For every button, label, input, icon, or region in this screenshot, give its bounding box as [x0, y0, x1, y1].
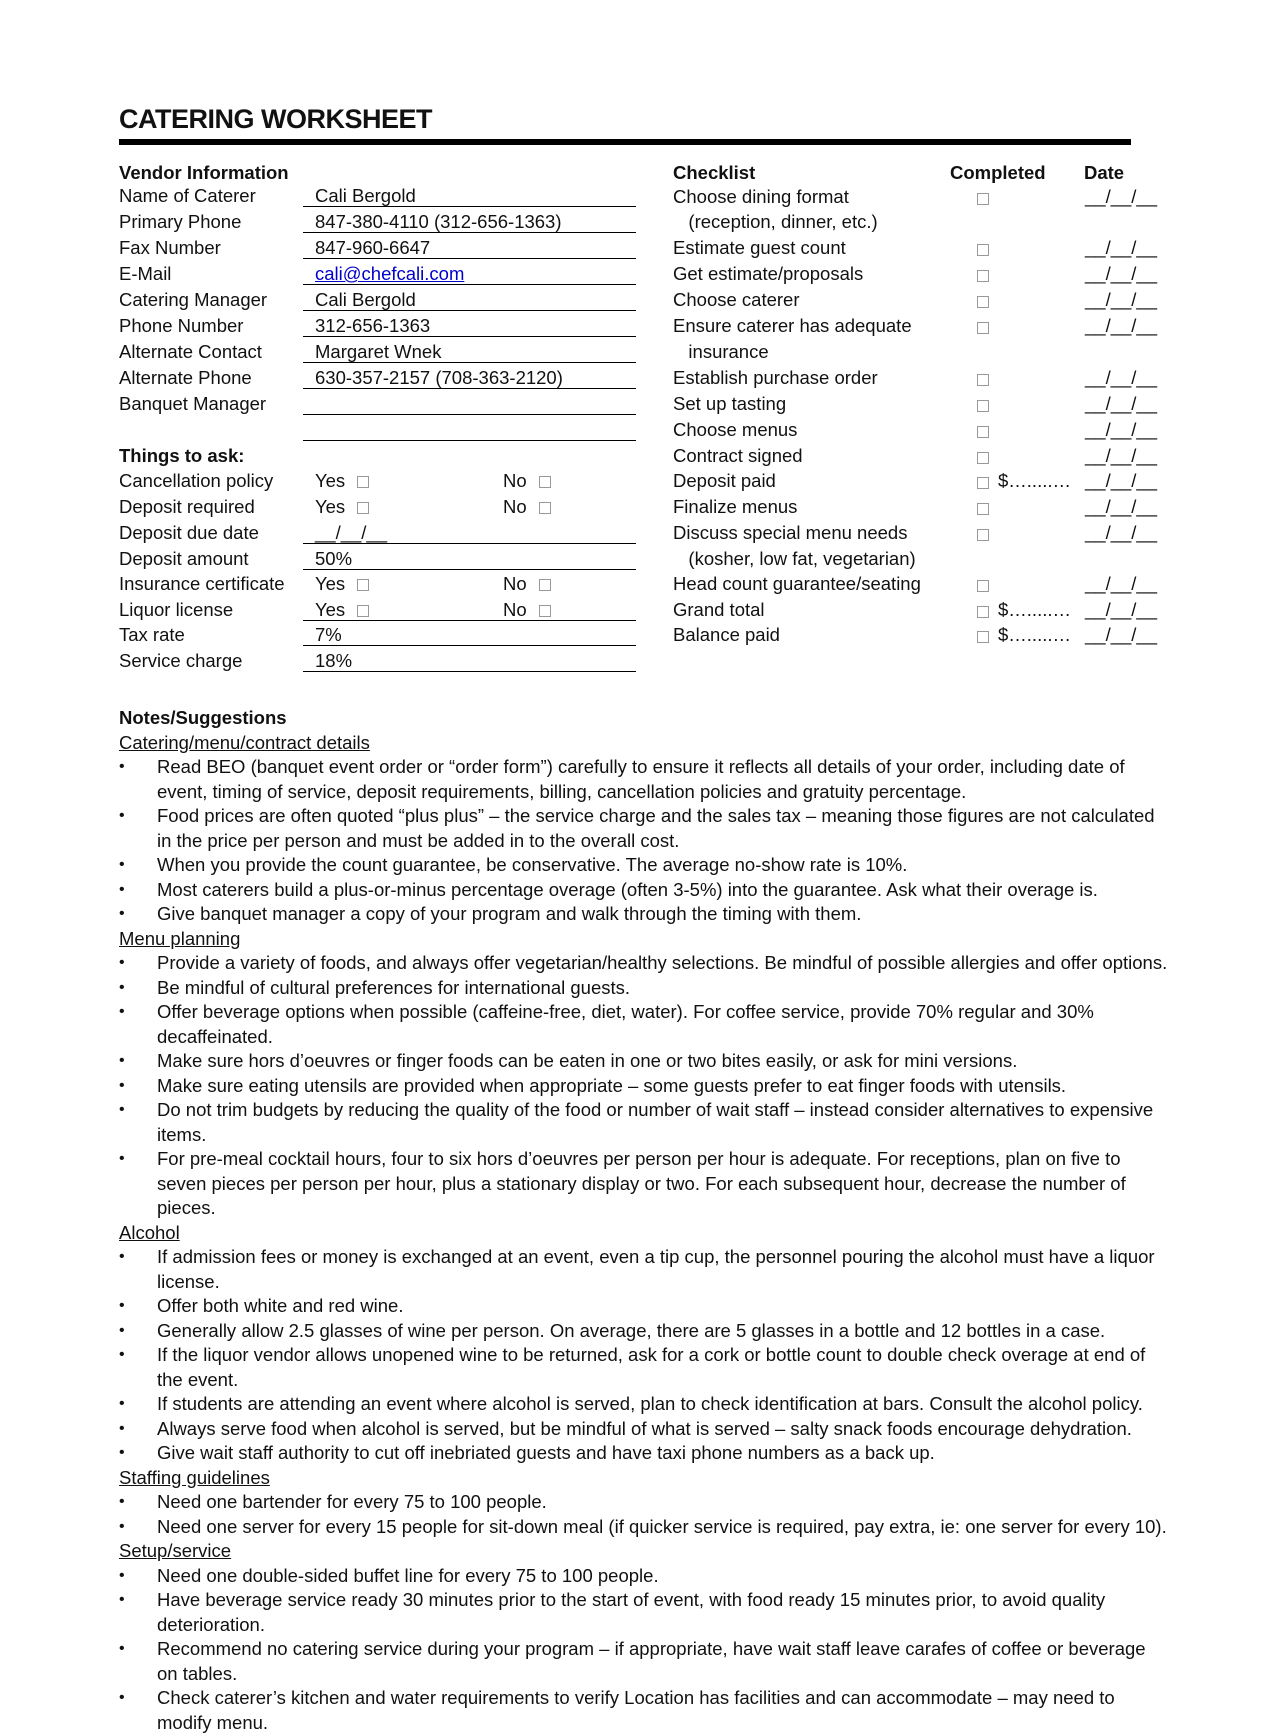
list-item: • Offer both white and red wine. [119, 1294, 1169, 1319]
cancellation-no[interactable] [503, 470, 551, 492]
section-title: Menu planning [119, 927, 1169, 952]
checklist-heading: Checklist [673, 162, 755, 184]
ask-label: Insurance certificate [119, 573, 285, 595]
date-heading: Date [1084, 162, 1124, 184]
date-field[interactable]: __/__/__ [1085, 522, 1157, 544]
email-link[interactable]: cali@chefcali.com [315, 263, 464, 284]
section-title: Catering/menu/contract details [119, 731, 1169, 756]
ask-label: Cancellation policy [119, 470, 273, 492]
bullet-list [119, 1490, 1169, 1539]
email-field[interactable] [303, 263, 636, 285]
date-field[interactable]: __/__/__ [1085, 445, 1157, 467]
date-field[interactable]: __/__/__ [1085, 289, 1157, 311]
completed-heading: Completed [950, 162, 1046, 184]
no-checkbox[interactable] [539, 476, 551, 488]
ask-label: Deposit amount [119, 548, 249, 570]
completed-checkbox[interactable] [977, 244, 989, 256]
date-field[interactable]: __/__/__ [1085, 573, 1157, 595]
ask-heading: Things to ask: [119, 445, 244, 467]
insurance-no[interactable] [503, 573, 551, 595]
bullet-list [119, 755, 1169, 927]
alternate-phone-field[interactable]: 630-357-2157 (708-363-2120) [303, 367, 636, 389]
no-checkbox[interactable] [539, 579, 551, 591]
list-item: • Always serve food when alcohol is served, but be mindful of what is served – salty snack foods encourage dehydration. [119, 1417, 1169, 1442]
list-item: • If students are attending an event where alcohol is served, plan to check identification at bars. Consult the alcohol policy. [119, 1392, 1169, 1417]
section-title: Staffing guidelines [119, 1466, 1169, 1491]
yes-label: Yes [315, 470, 345, 491]
no-label: No [503, 470, 527, 491]
no-checkbox[interactable] [539, 502, 551, 514]
list-item: • Be mindful of cultural preferences for international guests. [119, 976, 1169, 1001]
section-title: Alcohol [119, 1221, 1169, 1246]
checklist-item-cont: insurance [673, 341, 769, 363]
completed-checkbox[interactable] [977, 400, 989, 412]
list-item: • If the liquor vendor allows unopened wine to be returned, ask for a cork or bottle count to double check overage at end of the event. [119, 1343, 1169, 1392]
list-item: • Need one server for every 15 people for sit-down meal (if quicker service is required, pay extra, ie: one server for every 10). [119, 1515, 1169, 1540]
date-field[interactable]: __/__/__ [1085, 599, 1157, 621]
vendor-label: Phone Number [119, 315, 243, 337]
page-title: CATERING WORKSHEET [119, 104, 432, 135]
yes-label: Yes [315, 599, 345, 620]
yes-checkbox[interactable] [357, 476, 369, 488]
list-item: • When you provide the count guarantee, be conservative. The average no-show rate is 10%. [119, 853, 1169, 878]
notes-heading: Notes/Suggestions [119, 706, 1169, 731]
fax-number-field[interactable]: 847-960-6647 [303, 237, 636, 259]
no-label: No [503, 599, 527, 620]
date-field[interactable]: __/__/__ [1085, 367, 1157, 389]
bullet-list [119, 1564, 1169, 1735]
yes-label: Yes [315, 496, 345, 517]
vendor-label: Alternate Contact [119, 341, 262, 363]
ask-label: Liquor license [119, 599, 233, 621]
deposit-required-yes[interactable] [315, 496, 369, 518]
date-field[interactable]: __/__/__ [1085, 237, 1157, 259]
list-item: • Do not trim budgets by reducing the quality of the food or number of wait staff – instead consider alternatives to expensive items. [119, 1098, 1169, 1147]
list-item: • Read BEO (banquet event order or “order form”) carefully to ensure it reflects all details of your order, including date of event, timing of service, deposit requirements, billing, cancellation policies and gratuity percentage. [119, 755, 1169, 804]
completed-checkbox[interactable] [977, 631, 989, 643]
deposit-required-no[interactable] [503, 496, 551, 518]
list-item: • Food prices are often quoted “plus plus” – the service charge and the sales tax – meaning those figures are not calculated in the price per person and must be added in to the overall cost. [119, 804, 1169, 853]
checklist-item: Finalize menus [673, 496, 797, 518]
date-field[interactable]: __/__/__ [1085, 186, 1157, 208]
date-field[interactable]: __/__/__ [1085, 315, 1157, 337]
extra-blank-field[interactable] [303, 419, 636, 441]
checklist-item: Head count guarantee/seating [673, 573, 921, 595]
vendor-label: Fax Number [119, 237, 221, 259]
vendor-heading: Vendor Information [119, 162, 289, 184]
yes-checkbox[interactable] [357, 502, 369, 514]
checklist-item: Choose menus [673, 419, 797, 441]
amount-field[interactable]: $….....… [998, 624, 1071, 646]
insurance-yes[interactable] [315, 573, 369, 595]
list-item: • Need one double-sided buffet line for every 75 to 100 people. [119, 1564, 1169, 1589]
no-label: No [503, 573, 527, 594]
date-field[interactable]: __/__/__ [1085, 419, 1157, 441]
list-item: • Check caterer’s kitchen and water requirements to verify Location has facilities and can accommodate – may need to modify menu. [119, 1686, 1169, 1735]
date-field[interactable]: __/__/__ [1085, 470, 1157, 492]
completed-checkbox[interactable] [977, 503, 989, 515]
deposit-due-date-field[interactable]: __/__/__ [303, 522, 636, 544]
list-item: • Generally allow 2.5 glasses of wine per person. On average, there are 5 glasses in a bottle and 12 bottles in a case. [119, 1319, 1169, 1344]
checklist-item: Deposit paid [673, 470, 776, 492]
checklist-item: Balance paid [673, 624, 780, 646]
completed-checkbox[interactable] [977, 270, 989, 282]
bullet-list [119, 1245, 1169, 1466]
yes-label: Yes [315, 573, 345, 594]
ask-label: Tax rate [119, 624, 185, 646]
list-item: • Provide a variety of foods, and always offer vegetarian/healthy selections. Be mindful of possible allergies and offer options. [119, 951, 1169, 976]
yes-checkbox[interactable] [357, 579, 369, 591]
checklist-item: Discuss special menu needs [673, 522, 907, 544]
amount-field[interactable]: $….....… [998, 599, 1071, 621]
checklist-item: Set up tasting [673, 393, 786, 415]
deposit-amount-field[interactable]: 50% [303, 548, 636, 570]
checklist-item: Ensure caterer has adequate [673, 315, 912, 337]
list-item: • Recommend no catering service during your program – if appropriate, have wait staff leave carafes of coffee or beverage on tables. [119, 1637, 1169, 1686]
list-item: • Make sure hors d’oeuvres or finger foods can be eaten in one or two bites easily, or ask for mini versions. [119, 1049, 1169, 1074]
vendor-label: Primary Phone [119, 211, 241, 233]
checklist-item-cont: (reception, dinner, etc.) [673, 211, 878, 233]
checklist-item: Grand total [673, 599, 765, 621]
checklist-item: Get estimate/proposals [673, 263, 863, 285]
ask-label: Deposit required [119, 496, 255, 518]
list-item: • Make sure eating utensils are provided when appropriate – some guests prefer to eat finger foods with utensils. [119, 1074, 1169, 1099]
completed-checkbox[interactable] [977, 322, 989, 334]
completed-checkbox[interactable] [977, 580, 989, 592]
catering-manager-field[interactable]: Cali Bergold [303, 289, 636, 311]
checklist-item: Establish purchase order [673, 367, 878, 389]
date-field[interactable]: __/__/__ [1085, 393, 1157, 415]
completed-checkbox[interactable] [977, 296, 989, 308]
list-item: • Have beverage service ready 30 minutes prior to the start of event, with food ready 15 minutes prior, to avoid quality deterioration. [119, 1588, 1169, 1637]
list-item: • Give banquet manager a copy of your program and walk through the timing with them. [119, 902, 1169, 927]
vendor-label: Name of Caterer [119, 185, 256, 207]
amount-field[interactable]: $….....… [998, 470, 1071, 492]
completed-checkbox[interactable] [977, 606, 989, 618]
cancellation-yes[interactable] [315, 470, 369, 492]
list-item: • Offer beverage options when possible (caffeine-free, diet, water). For coffee service, provide 70% regular and 30% decaffeinated. [119, 1000, 1169, 1049]
ask-label: Service charge [119, 650, 242, 672]
liquor-license-line [303, 599, 636, 621]
primary-phone-field[interactable]: 847-380-4110 (312-656-1363) [303, 211, 636, 233]
completed-checkbox[interactable] [977, 529, 989, 541]
list-item: • Need one bartender for every 75 to 100 people. [119, 1490, 1169, 1515]
caterer-name-field[interactable]: Cali Bergold [303, 185, 636, 207]
no-label: No [503, 496, 527, 517]
checklist-item: Estimate guest count [673, 237, 846, 259]
ask-label: Deposit due date [119, 522, 259, 544]
bullet-list [119, 951, 1169, 1221]
service-charge-field[interactable]: 18% [303, 650, 636, 672]
date-field[interactable]: __/__/__ [1085, 624, 1157, 646]
checklist-item: Choose dining format [673, 186, 849, 208]
tax-rate-field[interactable]: 7% [303, 624, 636, 646]
section-title: Setup/service [119, 1539, 1169, 1564]
alternate-contact-field[interactable]: Margaret Wnek [303, 341, 636, 363]
list-item: • If admission fees or money is exchanged at an event, even a tip cup, the personnel pouring the alcohol must have a liquor license. [119, 1245, 1169, 1294]
vendor-label: Catering Manager [119, 289, 267, 311]
phone-number-field[interactable]: 312-656-1363 [303, 315, 636, 337]
vendor-label: E-Mail [119, 263, 171, 285]
checklist-item-cont: (kosher, low fat, vegetarian) [673, 548, 916, 570]
completed-checkbox[interactable] [977, 477, 989, 489]
checklist-item: Contract signed [673, 445, 803, 467]
banquet-manager-field[interactable] [303, 393, 636, 415]
list-item: • Give wait staff authority to cut off inebriated guests and have taxi phone numbers as a back up. [119, 1441, 1169, 1466]
title-rule [119, 139, 1131, 145]
list-item: • Most caterers build a plus-or-minus percentage overage (often 3-5%) into the guarantee. Ask what their overage is. [119, 878, 1169, 903]
completed-checkbox[interactable] [977, 452, 989, 464]
vendor-label: Banquet Manager [119, 393, 266, 415]
notes-section [119, 706, 1169, 1735]
completed-checkbox[interactable] [977, 426, 989, 438]
completed-checkbox[interactable] [977, 193, 989, 205]
list-item: • For pre-meal cocktail hours, four to six hors d’oeuvres per person per hour is adequate. For receptions, plan on five to seven pieces per person per hour, plus a stationary display or two. For each subsequent hour, decrease the number of pieces. [119, 1147, 1169, 1221]
vendor-label: Alternate Phone [119, 367, 252, 389]
completed-checkbox[interactable] [977, 374, 989, 386]
checklist-item: Choose caterer [673, 289, 799, 311]
date-field[interactable]: __/__/__ [1085, 263, 1157, 285]
date-field[interactable]: __/__/__ [1085, 496, 1157, 518]
